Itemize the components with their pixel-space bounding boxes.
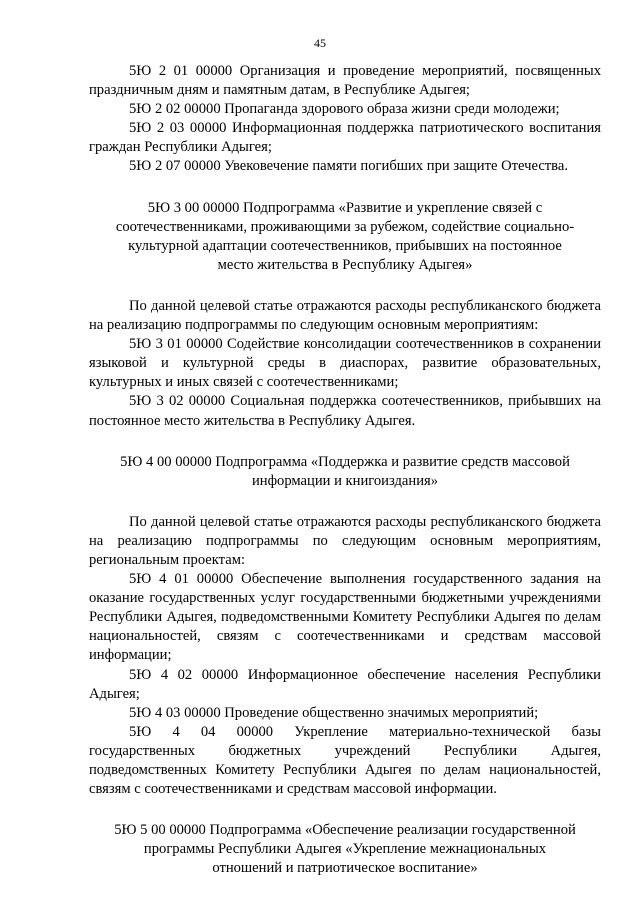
- paragraph-intro-5u-4: По данной целевой статье отражаются расходы республиканского бюджета на реализацию подпрограммы по следующим основным мероприятиям, региональным проектам:: [89, 513, 601, 568]
- paragraph-5u-2-03: 5Ю 2 03 00000 Информационная поддержка патриотического воспитания граждан Республики Адыгея;: [89, 120, 601, 156]
- paragraph-intro-5u-3: По данной целевой статье отражаются расходы республиканского бюджета на реализацию подпрограммы по следующим основным мероприятиям:: [89, 297, 601, 334]
- section-heading-5u-5: 5Ю 5 00 00000 Подпрограмма «Обеспечение реализации государственной программы Республики Адыгея «Укрепление межнациональных отношений и патриотическое воспитание»: [114, 822, 576, 877]
- paragraph-5u-4-02: 5Ю 4 02 00000 Информационное обеспечение населения Республики Адыгея;: [89, 666, 601, 702]
- paragraph-5u-4-04: 5Ю 4 04 00000 Укрепление материально-технической базы государственных бюджетных учреждений Республики Адыгея, подведомственных Комитету Республики Адыгея по делам национальностей, связям с соотечественниками и средствам массовой информации.: [89, 723, 601, 798]
- paragraph-5u-2-07: 5Ю 2 07 00000 Увековечение памяти погибших при защите Отечества.: [129, 158, 569, 175]
- document-body: [89, 62, 601, 878]
- section-heading-5u-4: 5Ю 4 00 00000 Подпрограмма «Поддержка и развитие средств массовой информации и книгоиздания»: [120, 453, 570, 489]
- paragraph-5u-2-02: 5Ю 2 02 00000 Пропаганда здорового образа жизни среди молодежи;: [129, 101, 560, 118]
- section-heading-5u-3: 5Ю 3 00 00000 Подпрограмма «Развитие и укрепление связей с соотечественниками, проживающими за рубежом, содействие социально-культурной адаптации соотечественников, прибывших на постоянное место жительства в Республику Адыгея»: [115, 199, 575, 273]
- spacer: [89, 491, 601, 513]
- spacer: [89, 431, 601, 453]
- paragraph-5u-3-02: 5Ю 3 02 00000 Социальная поддержка соотечественников, прибывших на постоянное место жительства в Республику Адыгея.: [89, 393, 601, 429]
- spacer: [89, 177, 601, 199]
- spacer: [89, 275, 601, 297]
- spacer: [89, 799, 601, 821]
- paragraph-5u-4-03: 5Ю 4 03 00000 Проведение общественно значимых мероприятий;: [129, 704, 539, 721]
- page-number: 45: [314, 36, 326, 50]
- paragraph-5u-4-01: 5Ю 4 01 00000 Обеспечение выполнения государственного задания на оказание государственных услуг государственными бюджетными учреждениями Республики Адыгея, подведомственными Комитету Республики Адыгея по делам национальностей, связям с соотечественниками и средствам массовой информации;: [89, 571, 601, 664]
- paragraph-5u-2-01: 5Ю 2 01 00000 Организация и проведение мероприятий, посвященных праздничным дням и памятным датам, в Республике Адыгея;: [89, 63, 601, 99]
- paragraph-5u-3-01: 5Ю 3 01 00000 Содействие консолидации соотечественников в сохранении языковой и культурной среды в диаспорах, развитие образовательных, культурных и иных связей с соотечественниками;: [89, 336, 601, 391]
